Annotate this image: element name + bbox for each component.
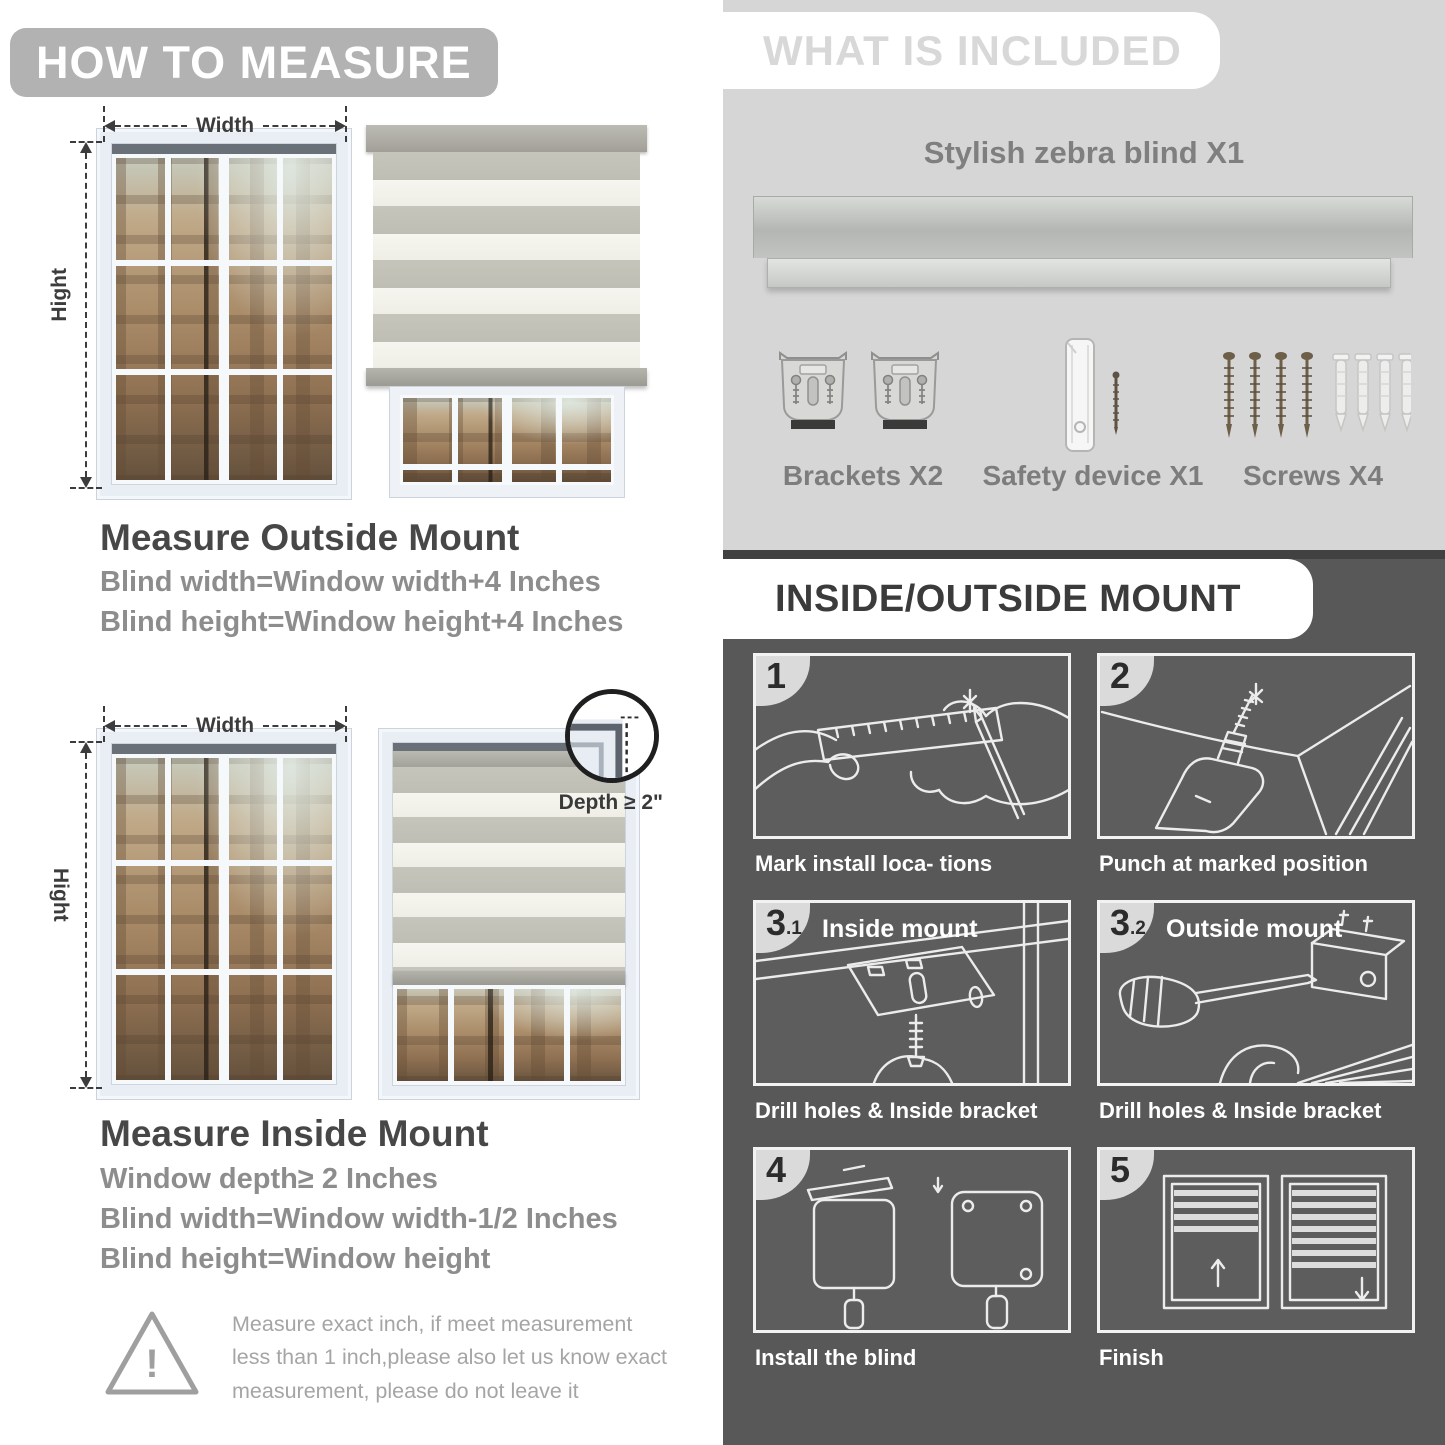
step-4 [753, 1147, 1071, 1394]
outside-rule-height: Blind height=Window height+4 Inches [100, 606, 624, 638]
window-top-strip [112, 744, 336, 754]
step-2 [1097, 653, 1415, 900]
arrow-up-icon [80, 142, 92, 153]
blind-bottom-rail [393, 971, 625, 985]
step-3-2 [1097, 900, 1415, 1147]
width-label: Width [195, 714, 255, 737]
arrow-left-icon [104, 720, 115, 732]
step-5-panel [1097, 1147, 1415, 1333]
window-sash [111, 143, 337, 485]
warning-triangle-icon [102, 1308, 202, 1400]
outside-rule-width: Blind width=Window width+4 Inches [100, 566, 601, 598]
step-2-caption: Punch at marked position [1099, 851, 1368, 876]
step-3-1-title: Inside mount [822, 915, 978, 943]
height-label: Hight [49, 868, 72, 922]
brackets-label: Brackets X2 [782, 460, 944, 491]
step-3-1-caption: Drill holes & Inside bracket [755, 1098, 1038, 1123]
zebra-blind-image-inside [378, 728, 663, 1100]
arrow-left-icon [104, 120, 115, 132]
step-number-badge: 5 [1100, 1150, 1154, 1200]
how-to-measure-header [10, 28, 498, 97]
included-header [723, 12, 1220, 89]
how-to-measure-title: HOW TO MEASURE [36, 36, 472, 88]
window-glass [112, 154, 336, 484]
included-item-screws [1213, 332, 1413, 492]
step-3-2-title: Outside mount [1166, 915, 1343, 943]
brackets-icon [763, 332, 963, 460]
blind-headrail [366, 125, 647, 152]
steps-grid [753, 653, 1415, 1394]
step-3-1 [753, 900, 1071, 1147]
width-arrow [104, 715, 346, 736]
step-number-badge: 3 .2 [1100, 903, 1154, 953]
step-4-caption: Install the blind [755, 1345, 917, 1370]
screws-label: Screws X4 [1242, 460, 1384, 491]
included-item-brackets [763, 332, 963, 492]
mount-header [723, 559, 1313, 639]
warning-text: Measure exact inch, if meet measurement less than 1 inch,please also let us know exact measurement, please do not leave it [232, 1312, 668, 1403]
step-5-caption: Finish [1099, 1345, 1164, 1370]
blind-quantity-label: Stylish zebra blind X1 [923, 135, 1245, 170]
blind-stripes [373, 152, 640, 368]
blind-bottom-rail [366, 368, 647, 386]
step-number-badge: 2 [1100, 656, 1154, 706]
mount-header-text: INSIDE/OUTSIDE MOUNT [775, 577, 1242, 620]
mount-section [723, 559, 1445, 1445]
step-3-2-panel [1097, 900, 1415, 1086]
window-glass [400, 395, 614, 485]
exclamation-mark: ! [145, 1342, 159, 1386]
step-1 [753, 653, 1071, 900]
included-item-safety [978, 332, 1208, 492]
screws-icon [1213, 332, 1413, 460]
step-1-caption: Mark install loca- tions [755, 851, 993, 876]
window-image-outside [96, 128, 352, 500]
window-under-blind [389, 386, 625, 498]
section-divider [723, 550, 1445, 559]
safety-device-label: Safety device X1 [982, 460, 1204, 491]
step-number-badge: 4 [756, 1150, 810, 1200]
depth-note: Depth ≥ 2" [558, 791, 663, 814]
headrail-bar [753, 196, 1413, 258]
zebra-blind-image-outside [366, 125, 647, 501]
safety-device-icon [978, 332, 1208, 460]
measure-warning [102, 1308, 682, 1408]
headrail-lip [767, 258, 1391, 288]
included-section [723, 0, 1445, 550]
step-1-panel [753, 653, 1071, 839]
width-arrow [104, 115, 346, 136]
arrow-up-icon [80, 742, 92, 753]
step-5 [1097, 1147, 1415, 1394]
step-3-2-caption: Drill holes & Inside bracket [1099, 1098, 1382, 1123]
window-image-inside [96, 728, 352, 1100]
inside-rule-height: Blind height=Window height [100, 1243, 491, 1275]
window-top-strip [112, 144, 336, 154]
inside-rule-width: Blind width=Window width-1/2 Inches [100, 1203, 618, 1235]
window-sash [111, 743, 337, 1085]
included-header-text: WHAT IS INCLUDED [763, 26, 1182, 74]
step-4-panel [753, 1147, 1071, 1333]
window-glass [112, 754, 336, 1084]
width-label: Width [195, 114, 255, 137]
inside-rule-depth: Window depth≥ 2 Inches [100, 1163, 438, 1195]
step-number-badge: 1 [756, 656, 810, 706]
headrail-image [753, 196, 1413, 288]
step-number-badge: 3 .1 [756, 903, 810, 953]
height-label: Hight [48, 268, 71, 322]
outside-mount-title: Measure Outside Mount [100, 517, 520, 558]
depth-magnifier-icon [565, 689, 659, 783]
window-glass [393, 985, 625, 1085]
inside-mount-title: Measure Inside Mount [100, 1113, 489, 1154]
step-2-panel [1097, 653, 1415, 839]
step-3-1-panel [753, 900, 1071, 1086]
